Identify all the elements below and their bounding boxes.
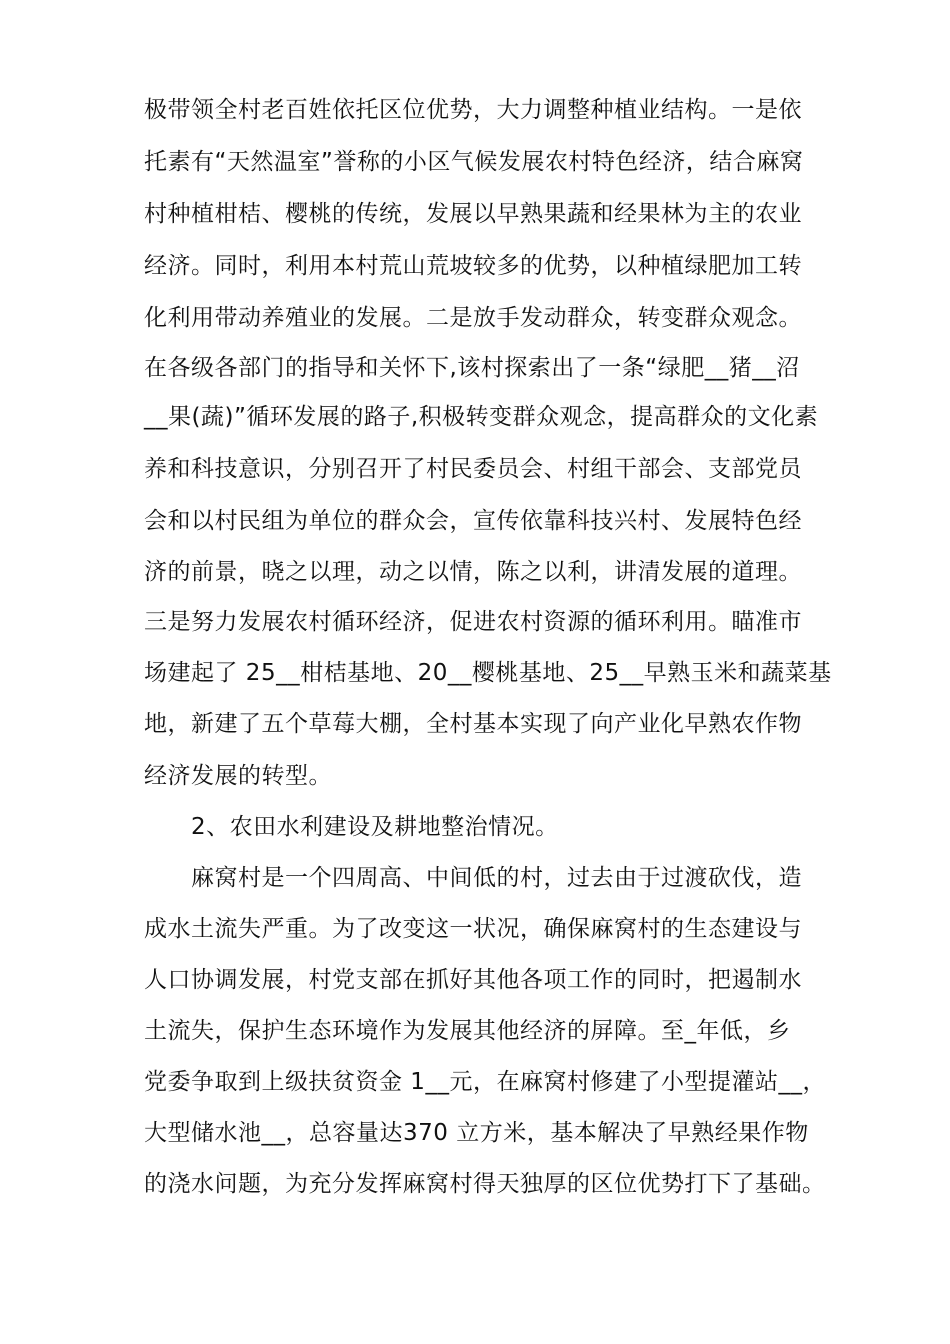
- text-line: 会和以村民组为单位的群众会，宣传依靠科技兴村、发展特色经: [144, 508, 802, 534]
- text-line: 村种植柑桔、樱桃的传统，发展以早熟果蔬和经果林为主的农业: [144, 201, 802, 227]
- text-line: 土流失，保护生态环境作为发展其他经济的屏障。至_年低，乡: [144, 1018, 791, 1044]
- text-line: 麻窝村是一个四周高、中间低的村，过去由于过渡砍伐，造: [191, 865, 802, 891]
- text-line: 在各级各部门的指导和关怀下,该村探索出了一条“绿肥__猪__沼: [144, 355, 800, 381]
- text-line: 托素有“天然温室”誉称的小区气候发展农村特色经济，结合麻窝: [144, 149, 804, 175]
- text-line: 成水土流失严重。为了改变这一状况，确保麻窝村的生态建设与: [144, 916, 802, 942]
- text-line: 养和科技意识，分别召开了村民委员会、村组干部会、支部党员: [144, 456, 802, 482]
- text-line: 经济发展的转型。: [144, 763, 332, 789]
- text-line: 化利用带动养殖业的发展。二是放手发动群众，转变群众观念。: [144, 305, 802, 331]
- text-line: 经济。同时，利用本村荒山荒坡较多的优势，以种植绿肥加工转: [144, 253, 802, 279]
- text-line: 党委争取到上级扶贫资金 1__元，在麻窝村修建了小型提灌站__，: [144, 1069, 826, 1095]
- text-line: 极带领全村老百姓依托区位优势，大力调整种植业结构。一是依: [144, 97, 802, 123]
- section-heading: 2、农田水利建设及耕地整治情况。: [191, 814, 559, 840]
- text-line: 场建起了 25__柑桔基地、20__樱桃基地、25__早熟玉米和蔬菜基: [144, 660, 832, 686]
- text-line: 的浇水问题，为充分发挥麻窝村得天独厚的区位优势打下了基础。: [144, 1171, 826, 1197]
- text-line: 大型储水池__，总容量达370 立方米，基本解决了早熟经果作物: [144, 1120, 809, 1146]
- text-line: 济的前景，晓之以理，动之以情，陈之以利，讲清发展的道理。: [144, 559, 802, 585]
- text-line: 人口协调发展，村党支部在抓好其他各项工作的同时，把遏制水: [144, 967, 802, 993]
- text-line: __果(蔬)”循环发展的路子,积极转变群众观念，提高群众的文化素: [144, 404, 819, 430]
- text-line: 三是努力发展农村循环经济，促进农村资源的循环利用。瞄准市: [144, 609, 802, 635]
- text-line: 地，新建了五个草莓大棚，全村基本实现了向产业化早熟农作物: [144, 711, 802, 737]
